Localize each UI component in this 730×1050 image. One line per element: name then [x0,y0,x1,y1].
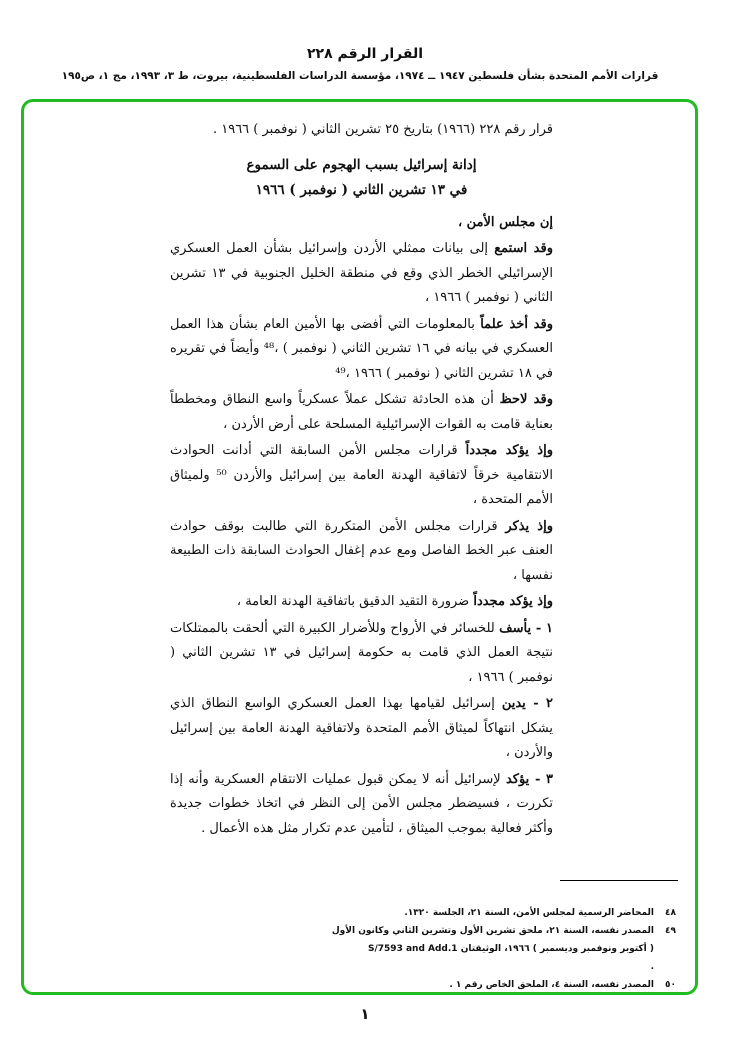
paragraph-lead: وإذ يؤكد مجدداً [465,443,553,458]
paragraph [170,439,553,513]
footnote-text: المصدر نفسه، السنة ٤، الملحق الخاص رقم ١ . [449,980,654,990]
paragraph-text: إسرائيل لقيامها بهذا العمل العسكري الواسع النطاق الذي يشكل انتهاكاً لميثاق الأمم المتحدة ولاتفاقية الهدنة العامة بين إسرائيل والأردن ، [170,696,553,760]
subtitle-line-2: في ١٣ تشرين الثاني ( نوفمبر ) ١٩٦٦ [255,181,468,198]
paragraph-text: ضرورة التقيد الدقيق باتفاقية الهدنة العامة ، [236,594,474,609]
page-header-title: القرار الرقم ٢٢٨ [307,46,423,62]
paragraph [170,313,553,387]
operative-paragraph [170,617,553,691]
footnote-49 [316,922,676,940]
footnote-number: ٤٨ [665,908,676,918]
paragraph-text: قرارات مجلس الأمن المتكررة التي طالبت بوقف حوادث العنف عبر الخط الفاصل ومع عدم إغفال الحوادث السابقة ذات الطبيعة نفسها ، [170,518,553,583]
footnote-text: المصدر نفسه، السنة ٢١، ملحق تشرين الأول وتشرين الثاني وكانون الأول [331,926,654,936]
paragraph-lead: وإذ يؤكد مجدداً [473,594,553,609]
paragraph [170,388,553,437]
paragraph-text: للخسائر في الأرواح وللأضرار الكبيرة التي ألحقت بالممتلكات نتيجة العمل الذي قامت به حكومة إسرائيل في ١٣ تشرين الثاني ( نوفمبر ) ١٩٦٦ ، [170,620,554,685]
paragraph-lead: وقد أخذ علماً [480,316,553,332]
footnotes [316,904,676,994]
footnote-text: المحاضر الرسمية لمجلس الأمن، السنة ٢١، الجلسة ١٣٢٠. [404,908,654,918]
resolution-subtitle [170,153,553,203]
paragraph [170,515,553,589]
paragraph-text: إلى بيانات ممثلي الأردن وإسرائيل بشأن العمل العسكري الإسرائيلي الخطر الذي وقع في منطقة الخليل الجنوبية في ١٣ تشرين الثاني ( نوفمبر ) ١٩٦٦ ، [170,241,553,305]
footnote-number: ٤٩ [665,926,676,936]
paragraph-text: لإسرائيل أنه لا يمكن قبول عمليات الانتقام العسكرية وأنه إذا تكررت ، فسيضطر مجلس الأمن إلى النظر في اتخاذ خطوات جديدة وأكثر فعالية بموجب الميثاق ، لتأمين عدم تكرار مثل هذه الأعمال . [170,771,553,836]
page-number: ١ [360,1005,370,1023]
subtitle-line-1: إدانة إسرائيل بسبب الهجوم على السموع [246,156,477,173]
paragraph-lead: ٣ - يؤكد [505,771,553,787]
paragraph-lead: ٢ - يدين [501,696,553,711]
footnote-49-end: . [650,962,654,972]
paragraph-lead: ١ - يأسف [499,620,553,636]
paragraph-text: قرارات مجلس الأمن السابقة التي أدانت الحوادث الانتقامية خرقاً لاتفاقية الهدنة العامة بين إسرائيل والأردن ⁵⁰ ولميثاق الأمم المتحدة ، [170,443,554,507]
operative-paragraph [170,768,553,842]
paragraph [170,590,553,615]
footnote-separator [560,880,678,881]
operative-paragraph [170,692,553,766]
footnote-49-continuation: ( أكتوبر ونوفمبر وديسمبر ) ١٩٦٦، الوثيقتان S/7593 and Add.1 [368,944,654,954]
paragraph-text: أن هذه الحادثة تشكل عملاً عسكرياً واسع النطاق ومخططاً بعناية قامت به القوات الإسرائيلية المسلحة على أرض الأردن ، [170,392,553,432]
resolution-body [170,118,553,841]
footnote-number: ٥٠ [665,980,676,990]
footnote-48 [316,904,676,922]
source-citation: قرارات الأمم المتحدة بشأن فلسطين ١٩٤٧ ــ ١٩٧٤، مؤسسة الدراسات الفلسطينية، بيروت، ط ٣، ١٩٩٣، مج ١، ص١٩٥ [61,70,659,82]
preamble-heading: إن مجلس الأمن ، [457,214,553,230]
resolution-line: قرار رقم ٢٢٨ (١٩٦٦) بتاريخ ٢٥ تشرين الثاني ( نوفمبر ) ١٩٦٦ . [212,122,553,137]
paragraph-lead: وإذ يذكر [505,518,553,534]
paragraph-lead: وقد لاحظ [499,392,553,407]
paragraph [170,237,553,311]
paragraph-lead: وقد استمع [494,241,553,256]
footnote-50 [316,976,676,994]
paragraph-text: بالمعلومات التي أفضى بها الأمين العام بشأن هذا العمل العسكري في بيانه في ١٦ تشرين الثاني ( نوفمبر ) ،⁴⁸ وأيضاً في تقريره في ١٨ تشرين الثاني ( نوفمبر ) ١٩٦٦ ،⁴⁹ [170,316,553,381]
